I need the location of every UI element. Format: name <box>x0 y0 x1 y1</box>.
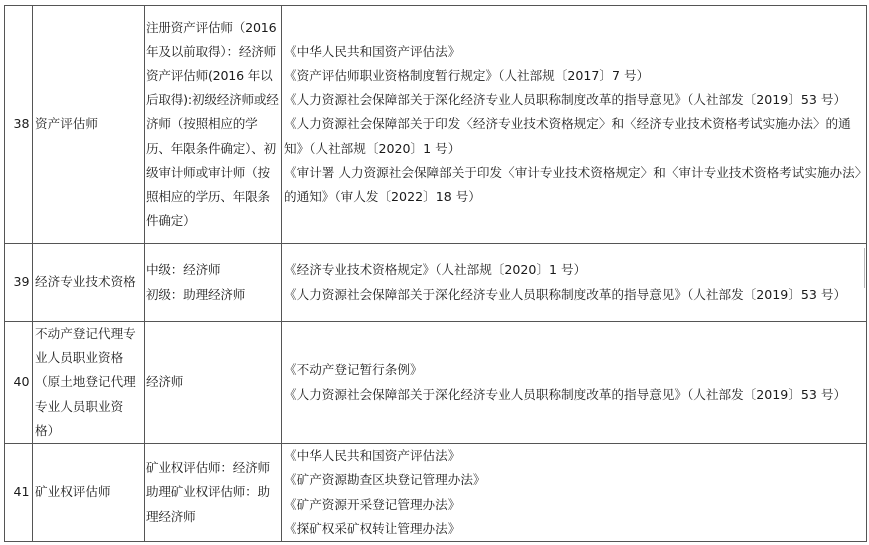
qualification-table <box>4 5 867 542</box>
row-number: 38 <box>5 6 33 244</box>
legal-basis-item: 《探矿权采矿权转让管理办法》 <box>284 520 461 536</box>
legal-basis-item: 《人力资源社会保障部关于深化经济专业人员职称制度改革的指导意见》（人社部发〔2019〕53 号） <box>284 386 847 402</box>
row-number: 41 <box>5 444 33 542</box>
table-row <box>5 322 867 444</box>
eligible-title-text: 注册资产评估师（2016 年及以前取得）：经济师 资产评估师(2016 年以后取得):初级经济师或经济师（按照相应的学历、年限条件确定）、初级审计师或审计师（按照相应的学历、年限条件确定） <box>146 19 279 229</box>
eligible-title-cell <box>145 244 282 322</box>
eligible-title-cell <box>145 322 282 444</box>
legal-basis-item: 《矿产资源勘查区块登记管理办法》 <box>284 472 486 488</box>
legal-basis-item: 《矿产资源开采登记管理办法》 <box>284 496 461 512</box>
qualification-name: 经济专业技术资格 <box>33 244 145 322</box>
legal-basis-item: 《经济专业技术资格规定》（人社部规〔2020〕1 号） <box>284 262 587 278</box>
table-row <box>5 244 867 322</box>
qualification-name: 资产评估师 <box>33 6 145 244</box>
page-edge-marker <box>864 248 869 288</box>
eligible-title-text: 经济师 <box>146 374 184 390</box>
legal-basis-item: 《中华人民共和国资产评估法》 <box>284 448 461 464</box>
eligible-title-text: 中级：经济师 初级：助理经济师 <box>146 262 246 302</box>
legal-basis-item: 《中华人民共和国资产评估法》 <box>284 43 461 59</box>
row-number: 40 <box>5 322 33 444</box>
legal-basis-cell <box>282 322 867 444</box>
table-row <box>5 6 867 244</box>
legal-basis-cell <box>282 6 867 244</box>
legal-basis-cell <box>282 444 867 542</box>
legal-basis-item: 《人力资源社会保障部关于印发〈经济专业技术资格规定〉和〈经济专业技术资格考试实施办法〉的通知》（人社部规〔2020〕1 号） <box>284 116 851 156</box>
eligible-title-cell <box>145 6 282 244</box>
legal-basis-item: 《审计署 人力资源社会保障部关于印发〈审计专业技术资格规定〉和〈审计专业技术资格考试实施办法〉的通知》（审人发〔2022〕18 号） <box>284 164 862 204</box>
row-number: 39 <box>5 244 33 322</box>
eligible-title-cell <box>145 444 282 542</box>
table-row <box>5 444 867 542</box>
eligible-title-text: 矿业权评估师：经济师 助理矿业权评估师：助理经济师 <box>146 460 270 524</box>
legal-basis-item: 《人力资源社会保障部关于深化经济专业人员职称制度改革的指导意见》（人社部发〔2019〕53 号） <box>284 92 847 108</box>
legal-basis-item: 《不动产登记暂行条例》 <box>284 362 423 378</box>
qualification-name: 不动产登记代理专业人员职业资格（原土地登记代理专业人员职业资格） <box>33 322 145 444</box>
qualification-name: 矿业权评估师 <box>33 444 145 542</box>
legal-basis-cell <box>282 244 867 322</box>
legal-basis-item: 《资产评估师职业资格制度暂行规定》（人社部规〔2017〕7 号） <box>284 67 650 83</box>
legal-basis-item: 《人力资源社会保障部关于深化经济专业人员职称制度改革的指导意见》（人社部发〔2019〕53 号） <box>284 286 847 302</box>
